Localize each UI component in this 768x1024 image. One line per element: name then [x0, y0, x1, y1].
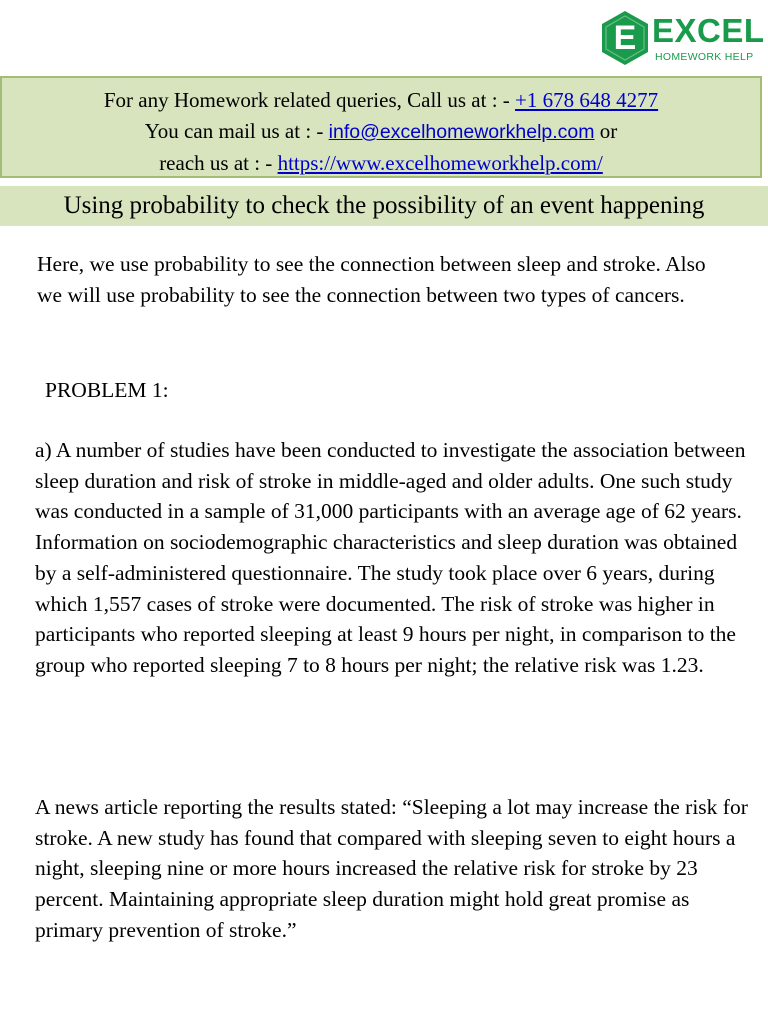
email-link[interactable]: info@excelhomeworkhelp.com — [328, 121, 595, 143]
contact-phone-line — [2, 85, 760, 116]
page-title: Using probability to check the possibility of an event happening — [0, 186, 768, 226]
phone-link[interactable]: +1 678 648 4277 — [515, 88, 659, 112]
news-quote-paragraph: A news article reporting the results stated: “Sleeping a lot may increase the risk for stroke. A new study has found that compared with sleeping seven to eight hours a night, sleeping nine or more hours increased the relative risk for stroke by 23 percent. Maintaining appropriate sleep duration might hold great promise as primary prevention of stroke.” — [35, 795, 748, 942]
phone-prefix: For any Homework related queries, Call us at : - — [103, 88, 516, 112]
email-suffix: or — [594, 119, 618, 143]
logo-tagline: HOMEWORK HELP — [655, 51, 754, 63]
logo-wordmark: EXCEL — [652, 12, 765, 49]
website-prefix: reach us at : - — [159, 151, 278, 175]
contact-email-line — [2, 116, 760, 148]
contact-website-line — [2, 148, 760, 179]
logo-hexagon-icon — [600, 10, 650, 66]
problem-a-paragraph: a) A number of studies have been conducted to investigate the association between sleep duration and risk of stroke in middle-aged and older adults. One such study was conducted in a sample of 31,000 participants with an average age of 62 years. Information on sociodemographic characteristics and sleep duration was obtained by a self-administered questionnaire. The study took place over 6 years, during which 1,557 cases of stroke were documented. The risk of stroke was higher in participants who reported sleeping at least 9 hours per night, in comparison to the group who reported sleeping 7 to 8 hours per night; the relative risk was 1.23. — [35, 438, 746, 677]
contact-info-box — [0, 76, 762, 178]
intro-paragraph: Here, we use probability to see the connection between sleep and stroke. Also we will use probability to see the connection between two types of cancers. — [37, 252, 706, 307]
email-prefix: You can mail us at : - — [144, 119, 329, 143]
problem-heading: PROBLEM 1: — [45, 378, 169, 402]
brand-logo[interactable] — [600, 8, 765, 68]
website-link[interactable]: https://www.excelhomeworkhelp.com/ — [277, 151, 603, 175]
logo-letter: E — [613, 19, 637, 57]
